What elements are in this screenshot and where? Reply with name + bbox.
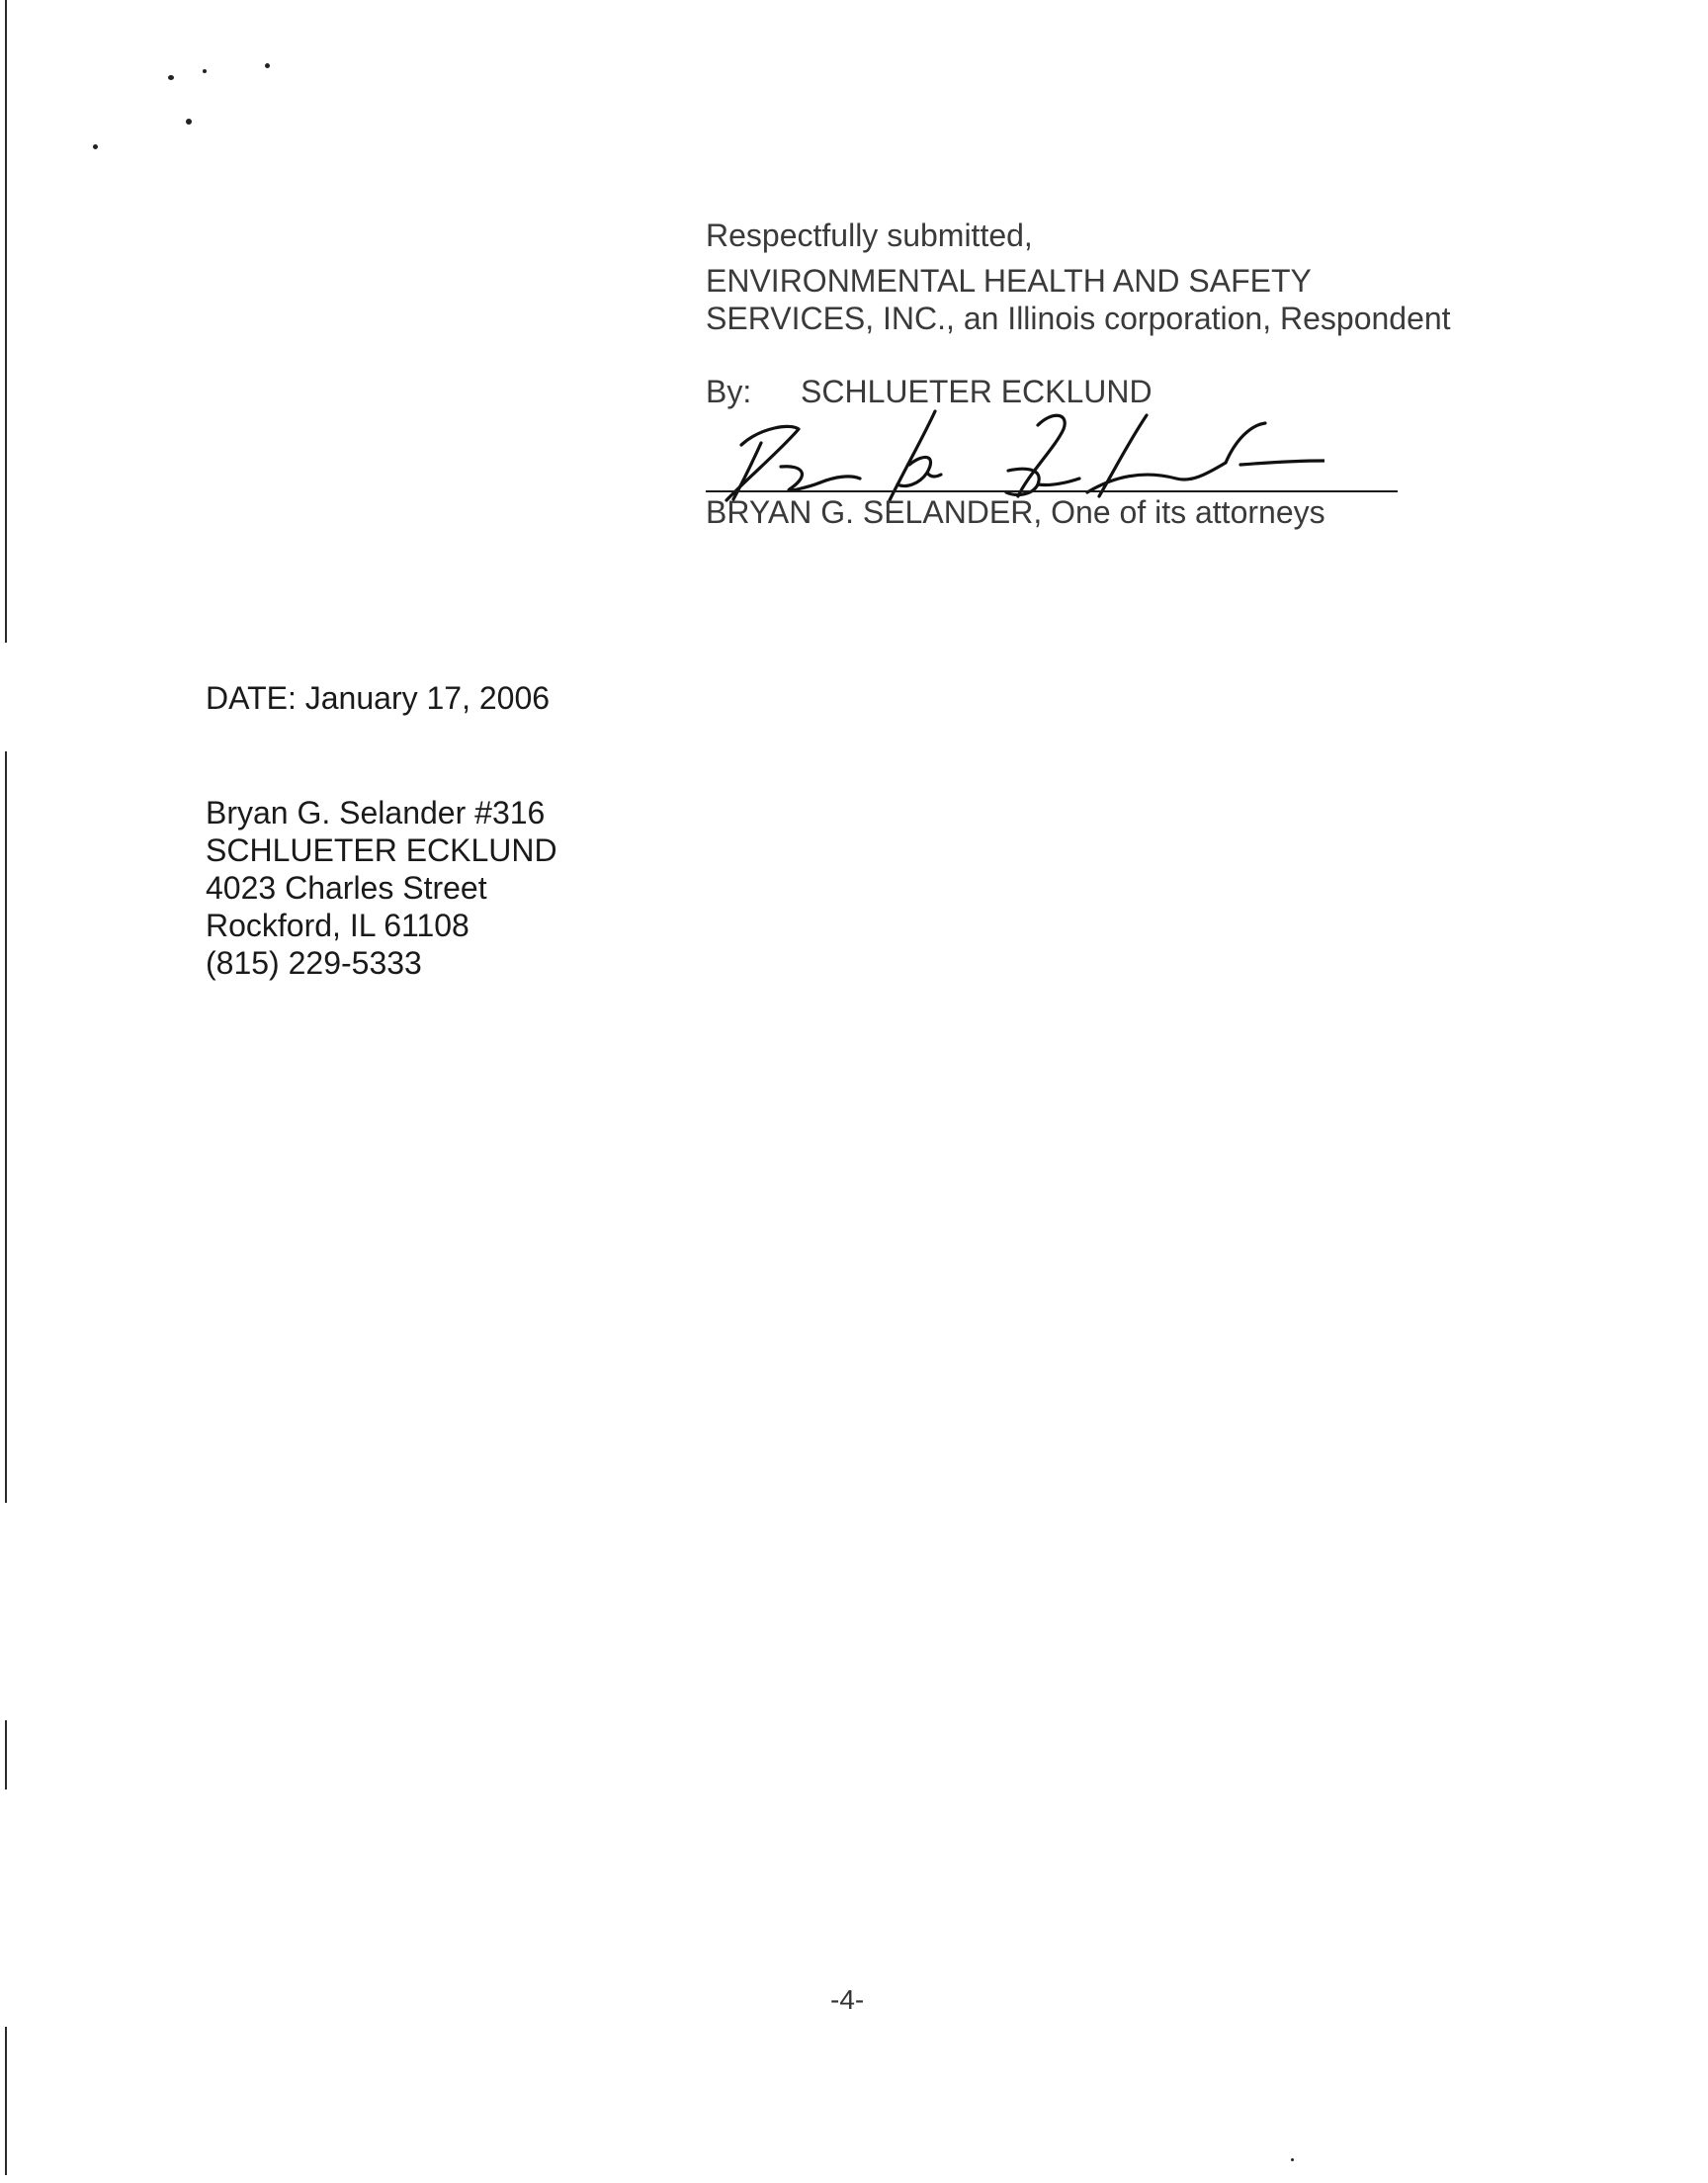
- client-name-line: ENVIRONMENTAL HEALTH AND SAFETY: [706, 263, 1312, 299]
- by-label: By:: [706, 374, 752, 409]
- scan-speck: [265, 63, 270, 68]
- scan-edge-line: [5, 2027, 7, 2175]
- scan-speck: [203, 69, 207, 73]
- attorney-firm: SCHLUETER ECKLUND: [206, 832, 557, 868]
- client-description-line: SERVICES, INC., an Illinois corporation, Respondent: [706, 301, 1451, 336]
- closing-line: Respectfully submitted,: [706, 218, 1033, 253]
- scan-speck: [186, 119, 192, 125]
- scan-speck: [1291, 2158, 1294, 2161]
- page-number: -4-: [830, 1984, 865, 2015]
- scan-edge-line: [5, 1720, 7, 1790]
- attorney-city: Rockford, IL 61108: [206, 908, 470, 943]
- attorney-phone: (815) 229-5333: [206, 945, 422, 981]
- scan-edge-line: [5, 0, 7, 643]
- signature-rule: [706, 490, 1398, 492]
- scan-speck: [93, 144, 98, 149]
- scan-edge-line: [5, 751, 7, 1503]
- scan-speck: [168, 75, 174, 80]
- firm-name: SCHLUETER ECKLUND: [801, 374, 1153, 409]
- signer-line: BRYAN G. SELANDER, One of its attorneys: [706, 494, 1325, 530]
- attorney-street: 4023 Charles Street: [206, 870, 487, 906]
- attorney-name: Bryan G. Selander #316: [206, 795, 546, 830]
- date-line: DATE: January 17, 2006: [206, 680, 551, 716]
